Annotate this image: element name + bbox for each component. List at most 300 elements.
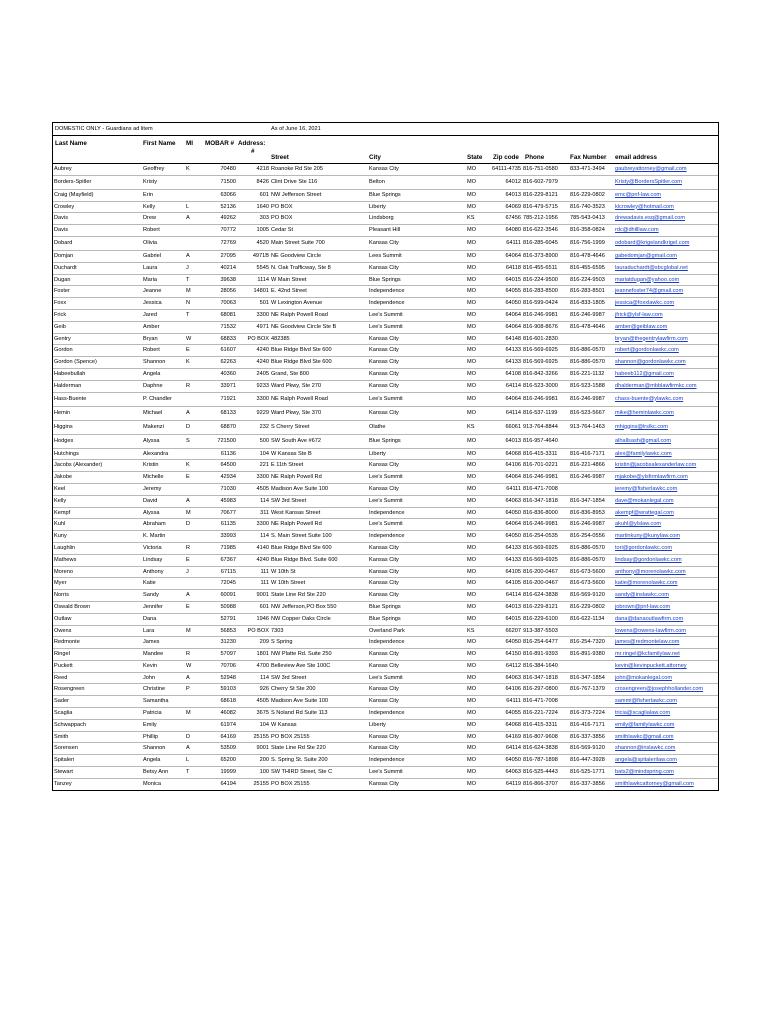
cell-mi: L xyxy=(186,757,190,764)
table-row xyxy=(53,661,718,673)
table-row xyxy=(53,298,718,310)
cell-email-link[interactable]: jfrick@ylsf-law.com xyxy=(615,311,663,318)
cell-city: Kansas City xyxy=(369,264,399,271)
cell-phone: 816-602-7979 xyxy=(523,178,558,185)
cell-fax: 816-246-9987 xyxy=(570,474,605,481)
cell-mi: M xyxy=(186,288,191,295)
cell-fax: 816-416-7171 xyxy=(570,721,605,728)
cell-address-num: 3675 xyxy=(256,710,269,717)
cell-address-num: 4240 xyxy=(256,347,269,354)
cell-first-name: Samantha xyxy=(143,698,169,705)
cell-city: Kansas City xyxy=(369,382,399,389)
table-row xyxy=(53,407,718,421)
cell-street: Main Street Suite 700 xyxy=(271,239,325,246)
cell-phone: 816-254-6477 xyxy=(523,639,558,646)
cell-zip: 64114 xyxy=(505,592,521,599)
cell-zip: 64050 xyxy=(505,757,521,764)
cell-mobar: 68133 xyxy=(220,409,236,416)
cell-email-link[interactable]: dhalderman@mbblawfirmkc.com xyxy=(615,382,697,389)
table-row xyxy=(53,567,718,579)
cell-email-link[interactable]: klcrowley@hotmail.com xyxy=(615,203,674,210)
cell-zip: 64108 xyxy=(505,370,521,377)
cell-fax: 816-836-8953 xyxy=(570,509,605,516)
table-row xyxy=(53,626,718,638)
cell-city: Kansas City xyxy=(369,462,399,469)
cell-city: Pleasant Hill xyxy=(369,227,401,234)
table-row xyxy=(53,614,718,626)
cell-fax: 816-254-7320 xyxy=(570,639,605,646)
cell-street: PO BOX 25155 xyxy=(271,733,310,740)
cell-first-name: Robert xyxy=(143,347,160,354)
cell-zip: 64013 xyxy=(505,191,521,198)
cell-zip: 64055 xyxy=(505,288,521,295)
cell-mi: L xyxy=(186,203,190,210)
cell-phone: 816-701-0221 xyxy=(523,462,558,469)
cell-mobar: 59103 xyxy=(220,686,236,693)
cell-email-link[interactable]: gaubreyattorney@gmail.com xyxy=(615,166,687,172)
cell-email-link[interactable]: angela@spitalerilaw.com xyxy=(615,757,677,764)
cell-mi: M xyxy=(186,627,191,634)
cell-city: Kansas City xyxy=(369,370,399,377)
cell-email-link[interactable]: jobrown@pnf-law.com xyxy=(615,603,671,610)
cell-city: Independence xyxy=(369,639,405,646)
cell-fax: 816-525-1771 xyxy=(570,769,605,776)
cell-street: W Main Street xyxy=(271,276,307,283)
cell-last-name: Norris xyxy=(54,592,69,599)
cell-first-name: Lindsay xyxy=(143,556,163,563)
cell-email-link[interactable]: akuhl@ylslaw.com xyxy=(615,521,662,528)
cell-zip: 64063 xyxy=(505,674,521,681)
cell-email-link[interactable]: smithlawkc@gmail.com xyxy=(615,733,674,740)
cell-mi: A xyxy=(186,497,190,504)
cell-address-num: 926 xyxy=(259,686,269,693)
cell-fax: 816-337-3856 xyxy=(570,780,605,787)
cell-email-link[interactable]: emily@familylawkc.com xyxy=(615,721,675,728)
cell-last-name: Borders-Spitler xyxy=(54,178,92,185)
cell-mi: K xyxy=(186,166,190,172)
cell-first-name: John xyxy=(143,674,156,681)
cell-address-num: 601 xyxy=(259,191,269,198)
cell-address-num: PO BOX xyxy=(247,335,269,342)
cell-phone: 816-283-8500 xyxy=(523,288,558,295)
as-of-date: As of June 16, 2021 xyxy=(271,126,321,132)
cell-last-name: Hodges xyxy=(54,437,74,444)
cell-first-name: Jennifer xyxy=(143,603,163,610)
cell-street: NE Ralph Powell Rd xyxy=(271,474,322,481)
table-row xyxy=(53,164,718,176)
cell-mi: A xyxy=(186,252,190,259)
cell-last-name: Laughlin xyxy=(54,544,76,551)
cell-state: MO xyxy=(467,252,477,259)
cell-last-name: Habeebullah xyxy=(54,370,86,377)
cell-state: MO xyxy=(467,757,477,764)
cell-fax: 816-254-0556 xyxy=(570,533,605,540)
cell-email-link[interactable]: drewadavis.esq@gmail.com xyxy=(615,215,686,222)
table-row xyxy=(53,555,718,567)
cell-mobar: 72769 xyxy=(220,239,236,246)
table-body xyxy=(52,164,719,791)
cell-address-num: 4140 xyxy=(256,544,269,551)
cell-zip: 64050 xyxy=(505,509,521,516)
cell-first-name: K. Martin xyxy=(143,533,166,540)
cell-street: Madison Ave Suite 100 xyxy=(271,698,329,705)
cell-address-num: 311 xyxy=(260,509,269,516)
table-row xyxy=(53,176,718,190)
cell-last-name: Outlaw xyxy=(54,615,72,622)
cell-mobar: 71921 xyxy=(220,395,236,402)
cell-mi: M xyxy=(186,509,191,516)
table-row xyxy=(53,190,718,202)
cell-city: Olathe xyxy=(369,423,386,430)
cell-first-name: Dana xyxy=(143,615,157,622)
cell-zip: 64112 xyxy=(505,662,521,669)
cell-fax: 816-569-9120 xyxy=(570,592,605,599)
cell-address-num: 4505 xyxy=(256,698,269,705)
table-row xyxy=(53,684,718,696)
cell-fax: 816-886-0570 xyxy=(570,347,605,354)
col-mi: MI xyxy=(186,140,193,147)
cell-email-link[interactable]: lindsay@gordonlawkc.com xyxy=(615,556,682,563)
cell-zip: 64114 xyxy=(505,409,521,416)
table-row xyxy=(53,637,718,649)
cell-fax: 816-229-0802 xyxy=(570,603,605,610)
cell-first-name: James xyxy=(143,639,160,646)
cell-phone: 816-523-3000 xyxy=(523,382,558,389)
cell-email-link[interactable]: akempf@wrattegal.com xyxy=(615,509,674,516)
cell-zip: 64111-4735 xyxy=(491,166,521,172)
cell-state: MO xyxy=(467,191,477,198)
cell-city: Kansas City xyxy=(369,651,399,658)
cell-email-link[interactable]: dana@danaoutlawfirm.com xyxy=(615,615,684,622)
cell-fax: 816-246-9987 xyxy=(570,395,605,402)
table-row xyxy=(53,649,718,661)
cell-email-link[interactable]: jeremy@fisherlawkc.com xyxy=(615,485,678,492)
cell-last-name: Craig (Mayfield) xyxy=(54,191,94,198)
cell-email-link[interactable]: mariatdugan@yahoo.com xyxy=(615,276,680,283)
cell-mobar: 46082 xyxy=(220,710,236,717)
cell-last-name: Davis xyxy=(54,215,68,222)
cell-email-link[interactable]: chass-buente@ylawkc.com xyxy=(615,395,684,402)
cell-phone: 816-599-0424 xyxy=(523,300,558,307)
cell-zip: 64114 xyxy=(505,745,521,752)
cell-first-name: Gabriel xyxy=(143,252,162,259)
cell-email-link[interactable]: john@mokanlegal.com xyxy=(615,674,672,681)
cell-state: MO xyxy=(467,264,477,271)
cell-last-name: Moreno xyxy=(54,568,73,575)
cell-email-link[interactable]: tori@gordonlawkc.com xyxy=(615,544,672,551)
table-row xyxy=(53,334,718,346)
cell-email-link[interactable]: shannon@inslawkc.com xyxy=(615,745,676,752)
cell-state: MO xyxy=(467,686,477,693)
cell-mobar: 33993 xyxy=(220,533,236,540)
cell-city: Liberty xyxy=(369,203,386,210)
cell-fax: 816-886-0570 xyxy=(570,544,605,551)
cell-fax: 816-622-1134 xyxy=(570,615,605,622)
col-address: Address: xyxy=(238,140,266,147)
cell-last-name: Ringel xyxy=(54,651,70,658)
cell-mobar: 68833 xyxy=(220,335,236,342)
cell-mobar: 70480 xyxy=(220,166,236,172)
cell-first-name: Shannon xyxy=(143,745,166,752)
cell-mobar: 68870 xyxy=(220,423,236,430)
cell-address-num: 111 xyxy=(260,580,269,587)
cell-phone: 816-254-0535 xyxy=(523,533,558,540)
cell-first-name: Shannon xyxy=(143,359,166,366)
cell-first-name: Makenzi xyxy=(143,423,164,430)
cell-state: MO xyxy=(467,615,477,622)
cell-last-name: Smith xyxy=(54,733,69,740)
cell-phone: 816-246-9981 xyxy=(523,311,558,318)
cell-state: MO xyxy=(467,674,477,681)
cell-address-num: 1114 xyxy=(257,276,269,283)
cell-email-link[interactable]: odobard@krigelandkrigel.com xyxy=(615,239,690,246)
cell-email-link[interactable]: habeeb112@gmail.com xyxy=(615,370,674,377)
cell-phone: 816-807-9608 xyxy=(523,733,558,740)
cell-mobar: 52948 xyxy=(220,674,236,681)
table-row xyxy=(53,543,718,555)
cell-city: Kansas City xyxy=(369,359,399,366)
cell-street: Ward Pkwy, Ste 270 xyxy=(271,382,322,389)
cell-street: W Lexington Avenue xyxy=(271,300,323,307)
cell-email-link[interactable]: crosengreen@josephhollander.com xyxy=(615,686,704,693)
cell-zip: 64111 xyxy=(506,485,521,492)
cell-street: State Line Rd Ste 220 xyxy=(271,592,326,599)
cell-zip: 64106 xyxy=(505,462,521,469)
cell-email-link[interactable]: sammi@fisherlawkc.com xyxy=(615,698,677,705)
cell-state: MO xyxy=(467,721,477,728)
cell-address-num: 1640 xyxy=(256,203,269,210)
cell-mobar: 61135 xyxy=(220,521,236,528)
cell-email-link[interactable]: anthony@morenolawkc.com xyxy=(615,568,686,575)
cell-street: NE Goodview Circle xyxy=(271,252,322,259)
cell-address-num: 4700 xyxy=(256,662,269,669)
cell-first-name: Erin xyxy=(143,191,153,198)
cell-state: MO xyxy=(467,462,477,469)
cell-street: N. Oak Trafficway, Ste 8 xyxy=(271,264,331,271)
cell-mobar: 52136 xyxy=(220,203,236,210)
cell-mi: J xyxy=(186,568,189,575)
cell-first-name: Monica xyxy=(143,780,162,787)
cell-first-name: Alyssa xyxy=(143,509,160,516)
cell-street: NE Ralph Powell Road xyxy=(271,311,328,318)
cell-email-link[interactable]: tricia@scaglialaw.com xyxy=(615,710,671,717)
cell-address-num: 500 xyxy=(259,437,269,444)
cell-email-link[interactable]: lowens@owens-lawfirm.com xyxy=(615,627,686,634)
cell-city: Kansas City xyxy=(369,568,399,575)
cell-phone: 816-229-8121 xyxy=(523,191,558,198)
table-row xyxy=(53,449,718,461)
cell-street: PO BOX xyxy=(271,203,293,210)
cell-email-link[interactable]: rdc@dhilllaw.com xyxy=(615,227,659,234)
cell-mobar: 40214 xyxy=(220,264,236,271)
cell-city: Independence xyxy=(369,288,405,295)
cell-phone: 816-601-2830 xyxy=(523,335,558,342)
cell-first-name: Sandy xyxy=(143,592,159,599)
cell-email-link[interactable]: alhallsash@gmail.com xyxy=(615,437,672,444)
cell-email-link[interactable]: james@redmontelaw.com xyxy=(615,639,680,646)
cell-email-link[interactable]: emc@pnf-law.com xyxy=(615,191,662,198)
cell-fax: 816-221-4866 xyxy=(570,462,605,469)
cell-last-name: Kuny xyxy=(54,533,67,540)
cell-phone: 816-229-8121 xyxy=(523,603,558,610)
cell-email-link[interactable]: lauraduchardt@sbcglobal.net xyxy=(615,264,688,271)
cell-address-num: 2405 xyxy=(256,370,269,377)
cell-phone: 816-836-8000 xyxy=(523,509,558,516)
cell-last-name: Domjan xyxy=(54,252,74,259)
cell-email-link[interactable]: robert@gordonlawkc.com xyxy=(615,347,679,354)
table-row xyxy=(53,225,718,237)
cell-zip: 64055 xyxy=(505,710,521,717)
cell-fax: 816-337-3856 xyxy=(570,733,605,740)
cell-email-link[interactable]: sandy@inslawkc.com xyxy=(615,592,669,599)
cell-zip: 64133 xyxy=(505,544,521,551)
cell-mi: N xyxy=(186,300,191,307)
cell-email-link[interactable]: mhiggins@lrslkc.com xyxy=(615,423,668,430)
cell-mobar: 68081 xyxy=(220,311,236,318)
cell-email-link[interactable]: katie@morenolawkc.com xyxy=(615,580,678,587)
cell-last-name: Aubrey xyxy=(54,166,72,172)
cell-phone: 816-224-9500 xyxy=(523,276,558,283)
table-row xyxy=(53,472,718,484)
cell-last-name: Mathews xyxy=(54,556,77,563)
cell-city: Kansas City xyxy=(369,686,399,693)
cell-first-name: Michael xyxy=(143,409,163,416)
cell-state: MO xyxy=(467,662,477,669)
cell-mobar: 70063 xyxy=(220,300,236,307)
cell-fax: 816-767-1379 xyxy=(570,686,605,693)
cell-email-link[interactable]: mjakobe@ylsfirmlawfirm.com xyxy=(615,474,688,481)
cell-state: MO xyxy=(467,166,477,172)
cell-state: MO xyxy=(467,544,477,551)
cell-email-link[interactable]: bryan@thegentrylawfirm.com xyxy=(615,335,688,342)
cell-last-name: Keel xyxy=(54,485,66,492)
cell-city: Kansas City xyxy=(369,335,399,342)
cell-fax: 816-891-9380 xyxy=(570,651,605,658)
cell-mobar: 52791 xyxy=(220,615,236,622)
cell-zip: 64119 xyxy=(505,780,521,787)
cell-zip: 64105 xyxy=(505,568,521,575)
cell-fax: 816-347-1854 xyxy=(570,497,605,504)
cell-email-link[interactable]: amber@geiblaw.com xyxy=(615,323,668,330)
cell-email-link[interactable]: kevin@kevinpuckett.attorney xyxy=(615,662,687,669)
cell-email-link[interactable]: bats2@mindspring.com xyxy=(615,769,674,776)
cell-state: MO xyxy=(467,568,477,575)
cell-mi: E xyxy=(186,556,190,563)
table-row xyxy=(53,496,718,508)
cell-city: Kansas City xyxy=(369,556,399,563)
cell-last-name: Crowley xyxy=(54,203,75,210)
cell-email-link[interactable]: jessica@foxxlawkc.com xyxy=(615,300,675,307)
cell-email-link[interactable]: alex@familylawkc.com xyxy=(615,450,672,457)
cell-street: Grand, Ste 800 xyxy=(271,370,309,377)
cell-zip: 64148 xyxy=(505,335,521,342)
table-row xyxy=(53,357,718,369)
cell-address-num: 25155 xyxy=(253,780,269,787)
col-zip: Zip code xyxy=(493,154,519,161)
cell-street: State Line Rd Ste 220 xyxy=(271,745,326,752)
cell-last-name: Sorensen xyxy=(54,745,78,752)
cell-street: 482385 xyxy=(271,335,290,342)
col-first-name: First Name xyxy=(143,140,176,147)
cell-email-link[interactable]: Kristy@BordersSpitler.com xyxy=(615,178,682,185)
cell-state: MO xyxy=(467,710,477,717)
cell-email-link[interactable]: mike@heminlawkc.com xyxy=(615,409,674,416)
cell-first-name: Jared xyxy=(143,311,157,318)
cell-street: 7303 xyxy=(271,627,284,634)
cell-city: Kansas City xyxy=(369,485,399,492)
cell-fax: 816-283-8501 xyxy=(570,288,605,295)
cell-mobar: 19999 xyxy=(220,769,236,776)
cell-city: Lee's Summit xyxy=(369,674,403,681)
cell-phone: 816-415-3311 xyxy=(523,450,558,457)
cell-last-name: Spitaleri xyxy=(54,757,75,764)
cell-email-link[interactable]: mr.ringel@kcfamilylaw.net xyxy=(615,651,680,658)
cell-mi: R xyxy=(186,651,191,658)
cell-mi: D xyxy=(186,733,191,740)
cell-fax: 816-347-1854 xyxy=(570,674,605,681)
cell-street: Cherry St Ste 200 xyxy=(271,686,316,693)
cell-zip: 64063 xyxy=(505,769,521,776)
cell-zip: 64015 xyxy=(505,276,521,283)
cell-address-num: 9001 xyxy=(256,592,269,599)
cell-mobar: 71985 xyxy=(220,544,236,551)
cell-fax: 816-756-1999 xyxy=(570,239,605,246)
cell-city: Kansas City xyxy=(369,662,399,669)
cell-zip: 64080 xyxy=(505,227,521,234)
cell-email-link[interactable]: shannon@gordonlawkc.com xyxy=(615,359,686,366)
cell-zip: 64118 xyxy=(505,264,521,271)
cell-email-link[interactable]: dave@mokanlegal.com xyxy=(615,497,674,504)
cell-first-name: Mandee xyxy=(143,651,164,658)
cell-email-link[interactable]: kristin@jacobsalexanderlaw.com xyxy=(615,462,697,469)
table-row xyxy=(53,345,718,357)
cell-last-name: Gordon xyxy=(54,347,73,354)
cell-mobar: 28056 xyxy=(220,288,236,295)
cell-phone: 816-624-3838 xyxy=(523,592,558,599)
cell-city: Kansas City xyxy=(369,733,399,740)
cell-phone: 816-957-4640 xyxy=(523,437,558,444)
cell-street: SW 3rd Street xyxy=(271,674,307,681)
cell-first-name: Kristy xyxy=(143,178,157,185)
cell-street: S Noland Rd Suite 113 xyxy=(271,710,328,717)
cell-email-link[interactable]: martinkuny@kunylaw.com xyxy=(615,533,681,540)
cell-state: MO xyxy=(467,780,477,787)
cell-mobar: 49262 xyxy=(220,215,236,222)
cell-mobar: 67115 xyxy=(220,568,236,575)
cell-email-link[interactable]: jeannefoster74@gmail.com xyxy=(615,288,684,295)
table-row xyxy=(53,213,718,225)
cell-street: NE Ralph Powell Road xyxy=(271,395,328,402)
cell-fax: 816-229-0802 xyxy=(570,191,605,198)
cell-state: KS xyxy=(467,215,475,222)
cell-city: Kansas City xyxy=(369,745,399,752)
cell-first-name: Robert xyxy=(143,227,160,234)
cell-phone: 816-569-6925 xyxy=(523,544,558,551)
cell-first-name: Christine xyxy=(143,686,166,693)
cell-zip: 64050 xyxy=(505,639,521,646)
cell-address-num: 9229 xyxy=(256,409,269,416)
cell-state: MO xyxy=(467,335,477,342)
col-last-name: Last Name xyxy=(55,140,87,147)
cell-first-name: Kevin xyxy=(143,662,157,669)
cell-state: MO xyxy=(467,474,477,481)
cell-zip: 64064 xyxy=(505,311,521,318)
cell-email-link[interactable]: smithlawkcattorney@gmail.com xyxy=(615,780,694,787)
cell-mobar: 64169 xyxy=(220,733,236,740)
cell-email-link[interactable]: gabedomjan@gmail.com xyxy=(615,252,677,259)
table-row xyxy=(53,275,718,287)
cell-last-name: Jacobs (Alexander) xyxy=(54,462,103,469)
